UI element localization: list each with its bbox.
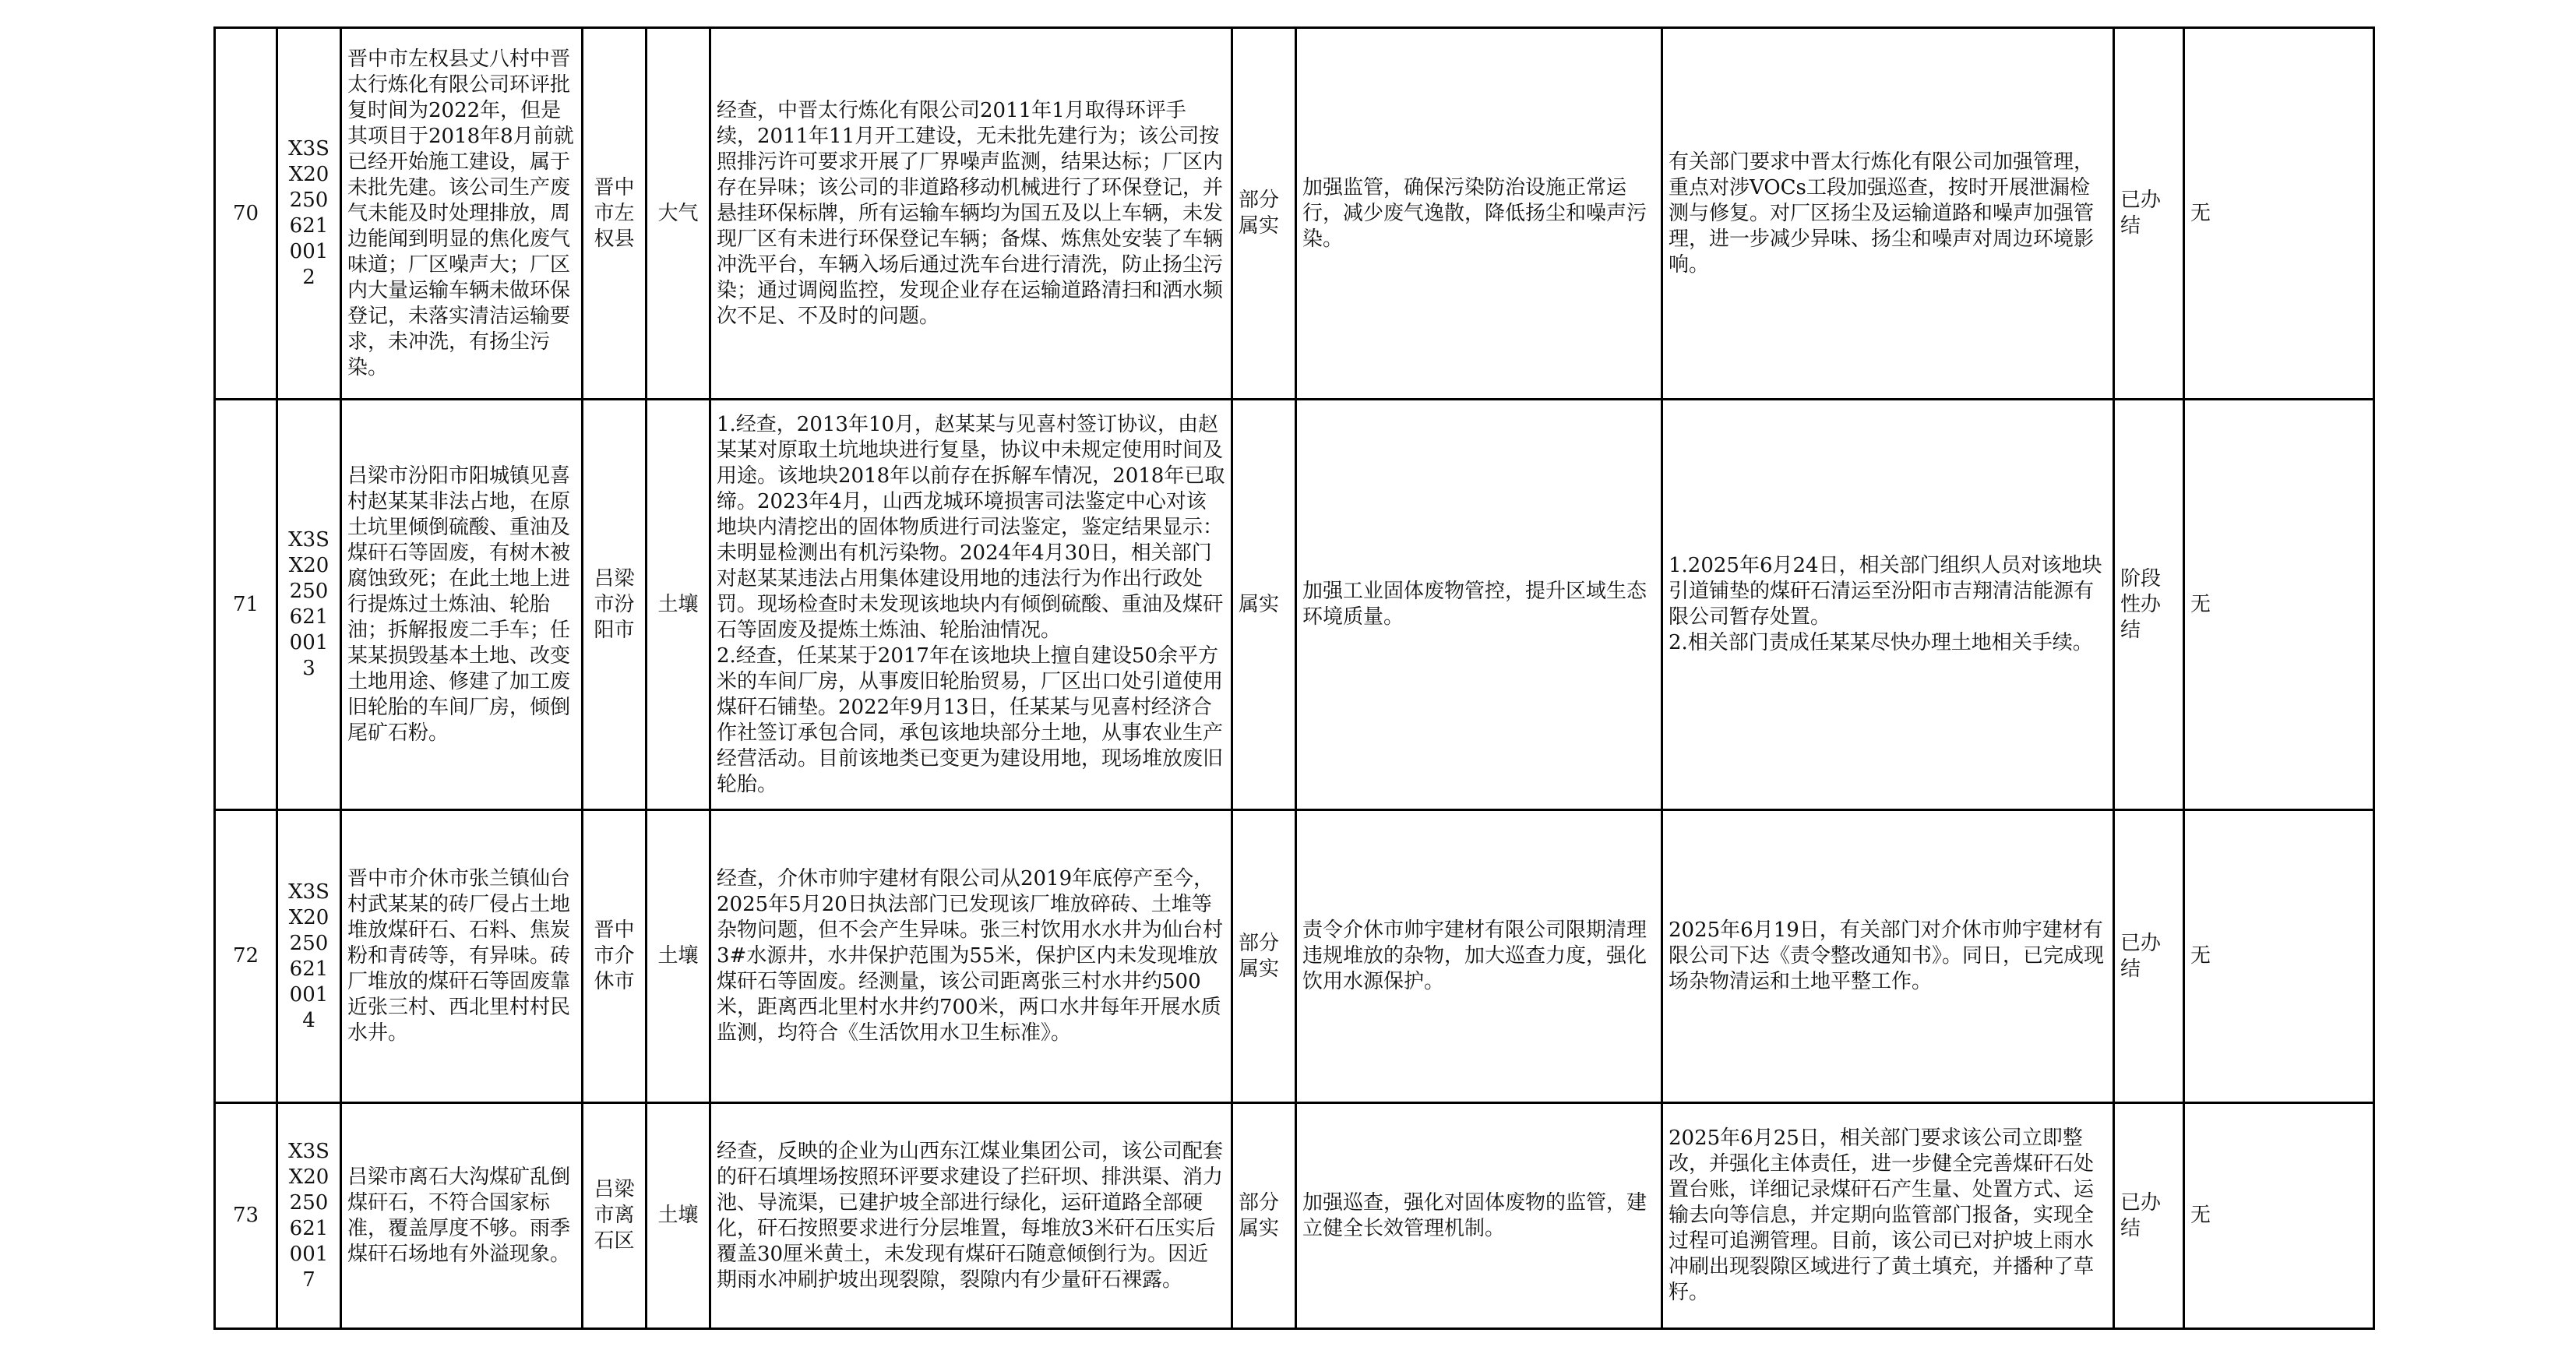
investigation-findings: 经查，中晋太行炼化有限公司2011年1月取得环评手续，2011年11月开工建设，无未批先建行为；该公司按照排污许可要求开展了厂界噪声监测，结果达标；厂区内存在异味；该公司的非道路移动机械进行了环保登记，并悬挂环保标牌，所有运输车辆均为国五及以上车辆，未发现厂区有未进行环保登记车辆；备煤、炼焦处安装了车辆冲洗平台，车辆入场后通过洗车台进行清洗，防止扬尘污染；通过调阅监控，发现企业存在运输道路清扫和洒水频次不足、不及时的问题。 <box>710 28 1232 400</box>
pollution-type: 土壤 <box>647 1103 710 1329</box>
table-row <box>215 400 2374 810</box>
verification-result: 属实 <box>1232 400 1296 810</box>
admin-area: 晋中市介休市 <box>583 810 647 1103</box>
table-body <box>215 28 2374 1329</box>
accountability: 无 <box>2184 400 2374 810</box>
completion-status: 阶段性办结 <box>2114 400 2184 810</box>
accountability: 无 <box>2184 1103 2374 1329</box>
handling-measures: 加强工业固体废物管控，提升区域生态环境质量。 <box>1296 400 1662 810</box>
verification-result: 部分属实 <box>1232 810 1296 1103</box>
admin-area: 晋中市左权县 <box>583 28 647 400</box>
case-code: X3SX202506210017 <box>277 1103 341 1329</box>
rectification-result: 1.2025年6月24日，相关部门组织人员对该地块引道铺垫的煤矸石清运至汾阳市吉翔清洁能源有限公司暂存处置。 2.相关部门责成任某某尽快办理土地相关手续。 <box>1662 400 2114 810</box>
table-row <box>215 1103 2374 1329</box>
verification-result: 部分属实 <box>1232 28 1296 400</box>
rectification-result: 2025年6月19日，有关部门对介休市帅宇建材有限公司下达《责令整改通知书》。同日，已完成现场杂物清运和土地平整工作。 <box>1662 810 2114 1103</box>
investigation-findings: 1.经查，2013年10月，赵某某与见喜村签订协议，由赵某某对原取土坑地块进行复垦，协议中未规定使用时间及用途。该地块2018年以前存在拆解车情况，2018年已取缔。2023年4月，山西龙城环境损害司法鉴定中心对该地块内清挖出的固体物质进行司法鉴定，鉴定结果显示：未明显检测出有机污染物。2024年4月30日，相关部门对赵某某违法占用集体建设用地的违法行为作出行政处罚。现场检查时未发现该地块内有倾倒硫酸、重油及煤矸石等固废及提炼土炼油、轮胎油情况。 2.经查，任某某于2017年在该地块上擅自建设50余平方米的车间厂房，从事废旧轮胎贸易，厂区出口处引道使用煤矸石铺垫。2022年9月13日，任某某与见喜村经济合作社签订承包合同，承包该地块部分土地，从事农业生产经营活动。目前该地类已变更为建设用地，现场堆放废旧轮胎。 <box>710 400 1232 810</box>
table-row <box>215 810 2374 1103</box>
accountability: 无 <box>2184 28 2374 400</box>
complaint-content: 晋中市介休市张兰镇仙台村武某某的砖厂侵占土地堆放煤矸石、石料、焦炭粉和青砖等，有异味。砖厂堆放的煤矸石等固废靠近张三村、西北里村村民水井。 <box>341 810 583 1103</box>
pollution-type: 土壤 <box>647 810 710 1103</box>
completion-status: 已办结 <box>2114 28 2184 400</box>
investigation-findings: 经查，介休市帅宇建材有限公司从2019年底停产至今，2025年5月20日执法部门已发现该厂堆放碎砖、土堆等杂物问题，但不会产生异味。张三村饮用水水井为仙台村3#水源井，水井保护范围为55米，保护区内未发现堆放煤矸石等固废。经测量，该公司距离张三村水井约500米，距离西北里村水井约700米，两口水井每年开展水质监测，均符合《生活饮用水卫生标准》。 <box>710 810 1232 1103</box>
accountability: 无 <box>2184 810 2374 1103</box>
complaint-table <box>213 26 2375 1330</box>
pollution-type: 土壤 <box>647 400 710 810</box>
rectification-result: 有关部门要求中晋太行炼化有限公司加强管理，重点对涉VOCs工段加强巡查，按时开展泄漏检测与修复。对厂区扬尘及运输道路和噪声加强管理，进一步减少异味、扬尘和噪声对周边环境影响。 <box>1662 28 2114 400</box>
handling-measures: 加强监管，确保污染防治设施正常运行，减少废气逸散，降低扬尘和噪声污染。 <box>1296 28 1662 400</box>
row-number: 73 <box>215 1103 277 1329</box>
completion-status: 已办结 <box>2114 1103 2184 1329</box>
admin-area: 吕梁市离石区 <box>583 1103 647 1329</box>
investigation-findings: 经查，反映的企业为山西东江煤业集团公司，该公司配套的矸石填埋场按照环评要求建设了拦矸坝、排洪渠、消力池、导流渠，已建护坡全部进行绿化，运矸道路全部硬化，矸石按照要求进行分层堆置，每堆放3米矸石压实后覆盖30厘米黄土，未发现有煤矸石随意倾倒行为。因近期雨水冲刷护坡出现裂隙，裂隙内有少量矸石裸露。 <box>710 1103 1232 1329</box>
table-row <box>215 28 2374 400</box>
row-number: 72 <box>215 810 277 1103</box>
complaint-content: 吕梁市离石大沟煤矿乱倒煤矸石，不符合国家标准，覆盖厚度不够。雨季煤矸石场地有外溢现象。 <box>341 1103 583 1329</box>
pollution-type: 大气 <box>647 28 710 400</box>
case-code: X3SX202506210012 <box>277 28 341 400</box>
row-number: 71 <box>215 400 277 810</box>
complaint-content: 吕梁市汾阳市阳城镇见喜村赵某某非法占地，在原土坑里倾倒硫酸、重油及煤矸石等固废，有树木被腐蚀致死；在此土地上进行提炼过土炼油、轮胎油；拆解报废二手车；任某某损毁基本土地、改变土地用途、修建了加工废旧轮胎的车间厂房，倾倒尾矿石粉。 <box>341 400 583 810</box>
admin-area: 吕梁市汾阳市 <box>583 400 647 810</box>
verification-result: 部分属实 <box>1232 1103 1296 1329</box>
rectification-result: 2025年6月25日，相关部门要求该公司立即整改，并强化主体责任，进一步健全完善煤矸石处置台账，详细记录煤矸石产生量、处置方式、运输去向等信息，并定期向监管部门报备，实现全过程可追溯管理。目前，该公司已对护坡上雨水冲刷出现裂隙区域进行了黄土填充，并播种了草籽。 <box>1662 1103 2114 1329</box>
completion-status: 已办结 <box>2114 810 2184 1103</box>
row-number: 70 <box>215 28 277 400</box>
complaint-content: 晋中市左权县丈八村中晋太行炼化有限公司环评批复时间为2022年，但是其项目于2018年8月前就已经开始施工建设，属于未批先建。该公司生产废气未能及时处理排放，周边能闻到明显的焦化废气味道；厂区噪声大；厂区内大量运输车辆未做环保登记，未落实清洁运输要求，未冲洗，有扬尘污染。 <box>341 28 583 400</box>
handling-measures: 责令介休市帅宇建材有限公司限期清理违规堆放的杂物，加大巡查力度，强化饮用水源保护。 <box>1296 810 1662 1103</box>
case-code: X3SX202506210014 <box>277 810 341 1103</box>
case-code: X3SX202506210013 <box>277 400 341 810</box>
handling-measures: 加强巡查，强化对固体废物的监管，建立健全长效管理机制。 <box>1296 1103 1662 1329</box>
